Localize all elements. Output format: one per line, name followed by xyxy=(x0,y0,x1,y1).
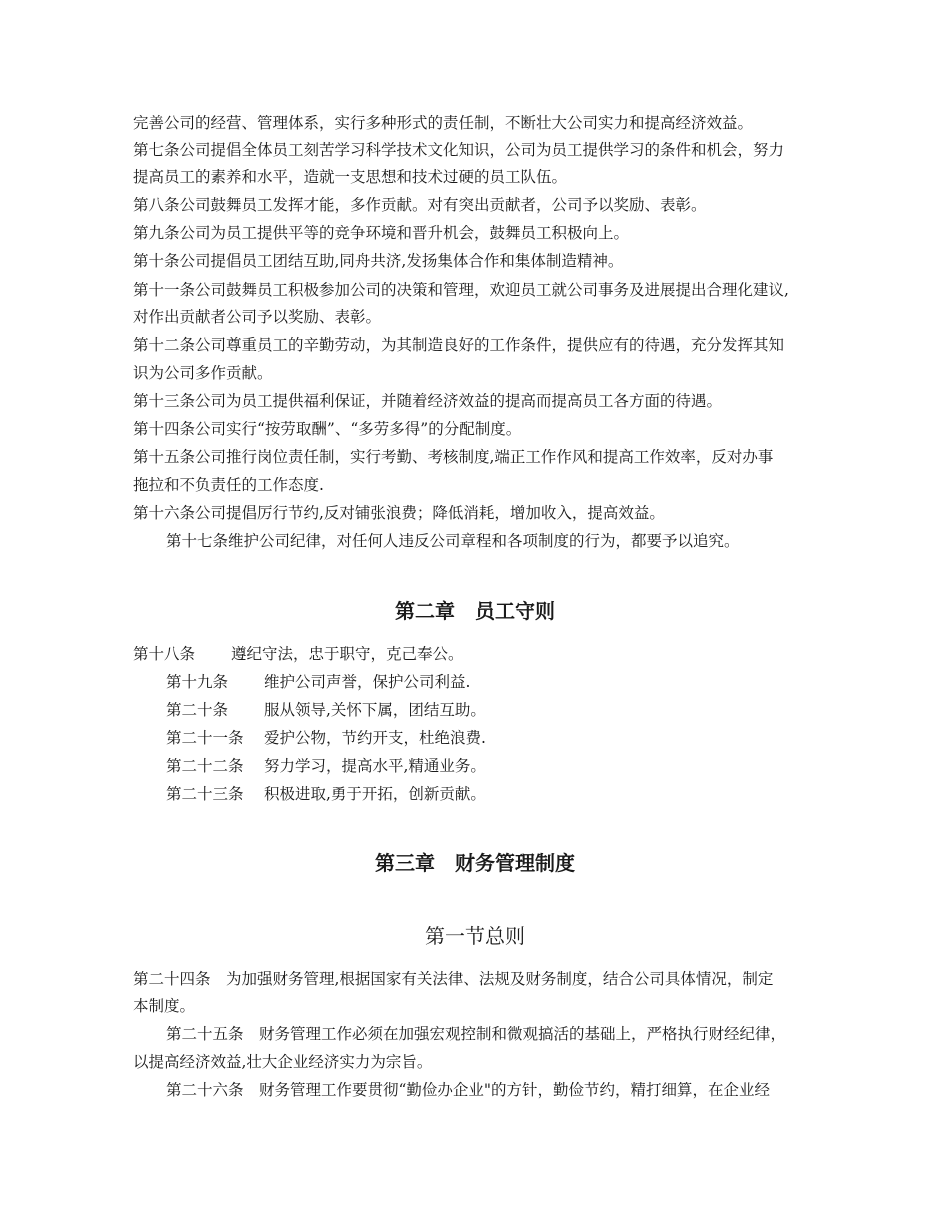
paragraph-line: 第十二条公司尊重员工的辛勤劳动，为其制造良好的工作条件，提供应有的待遇，充分发挥其知 xyxy=(133,336,785,354)
paragraph-line: 本制度。 xyxy=(133,997,196,1015)
article-row xyxy=(166,783,486,805)
article-number: 第二十二条 xyxy=(166,757,244,775)
article-number: 第十九条 xyxy=(166,673,229,691)
article-row xyxy=(166,699,486,721)
paragraph-line: 拖拉和不负责任的工作态度. xyxy=(133,476,324,494)
paragraph-line: 第十条公司提倡员工团结互助,同舟共济,发扬集体合作和集体制造精神。 xyxy=(133,252,624,270)
paragraph-line: 以提高经济效益,壮大企业经济实力为宗旨。 xyxy=(133,1053,433,1071)
article-text: 爱护公物，节约开支，杜绝浪费. xyxy=(264,729,486,747)
article-text: 努力学习，提高水平,精通业务。 xyxy=(264,757,486,775)
paragraph-line: 第二十六条 财务管理工作要贯彻“勤俭办企业"的方针，勤俭节约，精打细算，在企业经 xyxy=(166,1081,771,1099)
article-row xyxy=(166,727,486,749)
article-number: 第十八条 xyxy=(133,645,196,663)
article-text: 服从领导,关怀下属，团结互助。 xyxy=(264,701,486,719)
paragraph-line: 第二十五条 财务管理工作必须在加强宏观控制和微观搞活的基础上，严格执行财经纪律， xyxy=(166,1025,787,1043)
article-text: 遵纪守法，忠于职守，克己奉公。 xyxy=(231,645,464,663)
paragraph-line: 识为公司多作贡献。 xyxy=(133,364,273,382)
paragraph-line: 第十七条维护公司纪律，对任何人违反公司章程和各项制度的行为，都要予以追究。 xyxy=(166,532,740,550)
article-number: 第二十三条 xyxy=(166,785,244,803)
article-text: 积极进取,勇于开拓，创新贡献。 xyxy=(264,785,486,803)
paragraph-line: 第十五条公司推行岗位责任制，实行考勤、考核制度,端正工作作风和提高工作效率，反对办事 xyxy=(133,448,774,466)
paragraph-line: 完善公司的经营、管理体系，实行多种形式的责任制，不断壮大公司实力和提高经济效益。 xyxy=(133,114,754,132)
article-number: 第二十一条 xyxy=(166,729,244,747)
paragraph-line: 第十四条公司实行“按劳取酬”、“多劳多得”的分配制度。 xyxy=(133,420,522,438)
article-number: 第二十条 xyxy=(166,701,229,719)
paragraph-line: 第十三条公司为员工提供福利保证，并随着经济效益的提高而提高员工各方面的待遇。 xyxy=(133,392,723,410)
paragraph-line: 第二十四条 为加强财务管理,根据国家有关法律、法规及财务制度，结合公司具体情况，制定 xyxy=(133,970,774,988)
paragraph-line: 对作出贡献者公司予以奖励、表彰。 xyxy=(133,308,382,326)
chapter-title: 第二章 员工守则 xyxy=(395,599,555,623)
paragraph-line: 第七条公司提倡全体员工刻苦学习科学技术文化知识，公司为员工提供学习的条件和机会，努力 xyxy=(133,141,785,159)
paragraph-line: 第九条公司为员工提供平等的竞争环境和晋升机会，鼓舞员工积极向上。 xyxy=(133,224,630,242)
article-row xyxy=(166,671,470,693)
paragraph-line: 提高员工的素养和水平，造就一支思想和技术过硬的员工队伍。 xyxy=(133,168,568,186)
chapter-title: 第三章 财务管理制度 xyxy=(375,851,575,875)
article-row xyxy=(133,643,464,665)
article-row xyxy=(166,755,486,777)
paragraph-line: 第八条公司鼓舞员工发挥才能，多作贡献。对有突出贡献者，公司予以奖励、表彰。 xyxy=(133,196,707,214)
paragraph-line: 第十一条公司鼓舞员工积极参加公司的决策和管理，欢迎员工就公司事务及进展提出合理化建议, xyxy=(133,281,789,299)
article-text: 维护公司声誉，保护公司利益. xyxy=(264,673,471,691)
section-title: 第一节总则 xyxy=(425,924,525,948)
paragraph-line: 第十六条公司提倡厉行节约,反对铺张浪费；降低消耗，增加收入，提高效益。 xyxy=(133,504,665,522)
